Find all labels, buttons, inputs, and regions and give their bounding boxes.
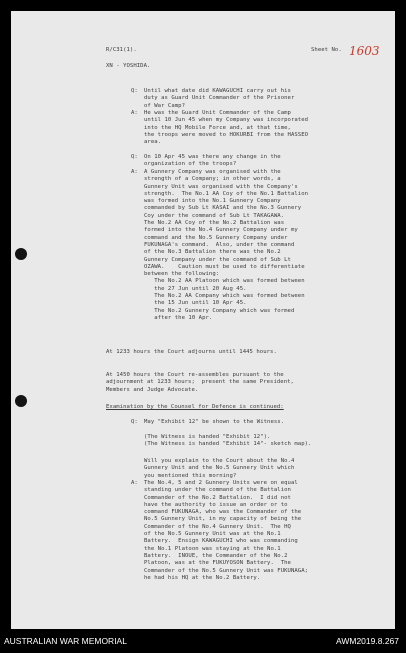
document-reference: R/C31(1). [106,47,137,53]
adjournment-line: At 1233 hours the Court adjourns until 1445 hours. [106,349,277,355]
question-text: On 10 Apr 45 was there any change in the organization of the troops? [144,154,281,168]
transcript-text: Will you explain to the Court about the No.4 Gunnery Unit and the No.5 Gunnery Unit which you mentioned this morning? [144,458,295,479]
sheet-number: 1603 [349,44,380,58]
answer-text: He was the Guard Unit Commander of the Camp until 10 Jun 45 when my Company was incorporated into the HQ Mobile Force and, at that time, the troops were moved to HOKURBI from the HASSEO area. [144,110,309,146]
section-heading: Examination by the Counsel for Defence is continued: [106,404,284,410]
question-text: May "Exhibit 12" be shown to the Witness. [144,419,285,425]
sheet-label: Sheet No. [311,47,342,53]
answer-label: A: [131,169,138,175]
reassembly-paragraph: At 1450 hours the Court re-assembles pursuant to the adjournment at 1233 hours; present the same President, Members and Judge Advocate. [106,372,294,393]
transcript-text: (The Witness is handed "Exhibit 12"). (The Witness is handed "Exhibit 14"- sketch map). [144,434,312,448]
punch-hole [15,248,27,260]
footer-accession: AWM2019.8.267 [336,636,399,646]
question-label: Q: [131,88,138,94]
punch-hole [15,395,27,407]
answer-text: A Gunnery Company was organised with the strength of a Company; in other words, a Gunnery Unit was organised with the Company's strength. The No.1 AA Coy of the No.1 Battalion was formed into the No.1 Gunnery Company commanded by Sub Lt KASAI and the No.3 Gunnery Coy under the command of Sub Lt TAKAGAWA. The No.2 AA Coy of the No.2 Battalion was formed into the No.4 Gunnery Company under my command and the No.5 Gunnery Company under FUKUNAGA's command. Also, under the command of the No.3 Battalion there was the No.2 Gunnery Company under the command of Sub Lt OZAWA. Caution must be used to differentiate between the following: The No.2 AA Platoon which was formed between the 27 Jun until 20 Aug 45. The No.2 AA Company which was formed between the 15 Jun until 10 Apr 45. The No.2 Gunnery Company which was formed after the 10 Apr. [144,169,309,321]
witness-heading: XN - YOSHIDA. [106,63,151,69]
answer-label: A: [131,480,138,486]
question-label: Q: [131,154,138,160]
question-label: Q: [131,419,138,425]
answer-text: The No.4, 5 and 2 Gunnery Units were on equal standing under the command of the Battalion Commander of the No.2 Battalion. I did not have the authority to issue an order or to command FUKUNAGA, who was the Commander of the No.5 Gunnery Unit, in my capacity of being the Commander of the No.4 Gunnery Unit. The HQ of the No.5 Gunnery Unit was at the No.1 Battery. Ensign KAWAGUCHI who was commanding the No.1 Platoon was staying at the No.1 Battery. INOUE, the Commander of the No.2 Platoon, was at the FUKUYOSON Battery. The Commander of the No.5 Gunnery Unit was FUKUNAGA; he had his HQ at the No.2 Battery. [144,480,309,581]
question-text: Until what date did KAWAGUCHI carry out his duty as Guard Unit Commander of the Prisoner of War Camp? [144,88,295,109]
answer-label: A: [131,110,138,116]
footer-source: AUSTRALIAN WAR MEMORIAL [4,636,127,646]
